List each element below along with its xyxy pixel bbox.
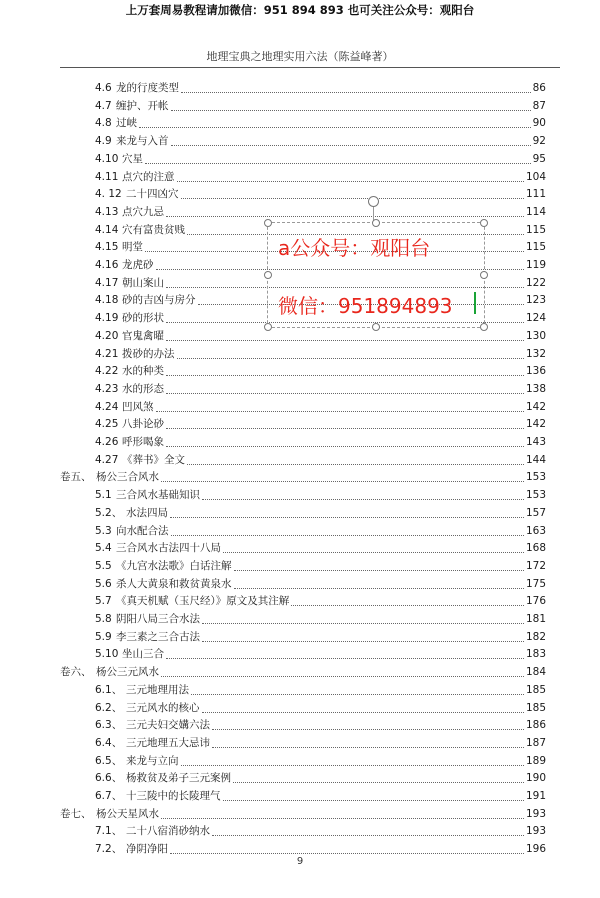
toc-entry-number: 5.10 — [95, 648, 119, 661]
toc-entry-row — [0, 823, 600, 839]
toc-page-number: 86 — [532, 82, 546, 94]
resize-handle-bottom[interactable] — [372, 323, 380, 331]
toc-entry-row — [0, 399, 600, 415]
toc-page-number: 114 — [525, 205, 546, 218]
dot-leader — [233, 782, 524, 783]
resize-handle-top-left[interactable] — [264, 219, 272, 227]
dot-leader — [212, 835, 524, 836]
dot-leader — [166, 658, 524, 659]
dot-leader — [223, 800, 524, 801]
toc-entry-row — [0, 328, 600, 344]
toc-entry-number: 6.2、 — [95, 701, 123, 714]
toc-entry-number: 7.2、 — [95, 843, 123, 856]
toc-page-number: 181 — [525, 613, 546, 625]
toc-entry-row — [0, 717, 600, 733]
toc-entry-number: 6.1、 — [95, 683, 123, 696]
toc-entry-number: 卷五、 — [60, 471, 92, 484]
toc-entry-number: 5.4 — [95, 542, 112, 555]
toc-entry-title: 十三陵中的长陵理气 — [126, 790, 221, 802]
toc-entry-number: 5.8 — [95, 613, 112, 625]
toc-entry-number: 卷六、 — [60, 666, 92, 679]
toc-entry-title: 杨公天星风水 — [96, 807, 159, 820]
toc-entry-number: 4.18 — [95, 294, 119, 307]
resize-handle-top[interactable] — [372, 219, 380, 227]
toc-entry-title: 杀人大黄泉和救贫黄泉水 — [116, 577, 232, 590]
toc-entry-title: 三元夫妇交媾六法 — [126, 719, 210, 732]
toc-entry-number: 4.7 — [95, 99, 112, 112]
toc-entry-row — [0, 115, 600, 131]
toc-entry-title: 三合风水基础知识 — [116, 489, 200, 502]
dot-leader — [234, 570, 524, 571]
toc-entry-number: 4.10 — [95, 152, 119, 165]
toc-page-number: 193 — [525, 807, 546, 820]
toc-entry-title: 水的形态 — [122, 382, 164, 395]
toc-page-number: 119 — [525, 259, 546, 271]
dot-leader — [234, 588, 524, 589]
dot-leader — [181, 92, 531, 93]
dot-leader — [171, 145, 531, 146]
toc-entry-number: 4.25 — [95, 418, 119, 431]
toc-entry-title: 杨公三元风水 — [96, 666, 159, 679]
toc-entry-number: 4.23 — [95, 382, 119, 395]
toc-entry-title: 《九宫水法歌》白话注解 — [116, 559, 232, 572]
toc-entry-row — [0, 788, 600, 804]
toc-entry-title: 龙虎砂 — [122, 259, 154, 271]
toc-entry-number: 4.13 — [95, 205, 119, 218]
toc-entry-title: 杨公三合风水 — [96, 471, 159, 484]
toc-entry-row — [0, 753, 600, 769]
toc-entry-number: 6.5、 — [95, 754, 123, 767]
toc-entry-row — [0, 133, 600, 149]
toc-page-number: 115 — [525, 241, 546, 254]
toc-entry-title: 《葬书》全文 — [122, 453, 185, 466]
watermark-wechat-id[interactable]: 微信：951894893 — [278, 294, 453, 318]
toc-entry-title: 八卦论砂 — [122, 418, 164, 431]
toc-page-number: 153 — [525, 489, 546, 502]
toc-volume-row — [0, 806, 600, 822]
dot-leader — [166, 375, 524, 376]
toc-page-number: 175 — [525, 577, 546, 590]
toc-entry-title: 缠护、开帐 — [116, 99, 169, 112]
toc-entry-number: 4.26 — [95, 436, 119, 448]
dot-leader — [166, 216, 524, 217]
toc-entry-row — [0, 682, 600, 698]
toc-entry-number: 4.15 — [95, 241, 119, 254]
toc-entry-number: 5.7 — [95, 595, 112, 608]
toc-entry-title: 砂的形状 — [122, 312, 164, 325]
toc-entry-number: 4.19 — [95, 312, 119, 325]
toc-page-number: 111 — [525, 188, 546, 201]
toc-entry-row — [0, 98, 600, 114]
dot-leader — [177, 358, 524, 359]
toc-entry-title: 朝山案山 — [122, 276, 164, 289]
toc-page-number: 122 — [525, 276, 546, 289]
dot-leader — [181, 198, 524, 199]
toc-page-number: 182 — [525, 630, 546, 643]
toc-page-number: 136 — [525, 365, 546, 378]
toc-entry-row — [0, 735, 600, 751]
dot-leader — [202, 641, 524, 642]
toc-page-number: 157 — [525, 506, 546, 519]
dot-leader — [161, 676, 524, 677]
toc-page-number: 187 — [525, 736, 546, 749]
toc-page-number: 185 — [525, 683, 546, 696]
toc-page-number: 142 — [525, 400, 546, 413]
toc-entry-title: 三元地理用法 — [126, 683, 189, 696]
toc-entry-row — [0, 629, 600, 645]
toc-page-number: 138 — [525, 382, 546, 395]
toc-entry-title: 拨砂的办法 — [122, 347, 175, 360]
toc-page-number: 90 — [532, 117, 546, 130]
dot-leader — [223, 552, 524, 553]
toc-entry-title: 明堂 — [122, 241, 143, 254]
toc-page-number: 191 — [525, 790, 546, 802]
dot-leader — [166, 393, 524, 394]
toc-entry-row — [0, 169, 600, 185]
toc-entry-row — [0, 381, 600, 397]
toc-entry-title: 龙的行度类型 — [116, 82, 179, 94]
toc-entry-number: 4.21 — [95, 347, 119, 360]
toc-entry-number: 4.17 — [95, 276, 119, 289]
dot-leader — [212, 747, 524, 748]
toc-entry-title: 《真天机赋（玉尺经）》原文及其注解 — [116, 595, 290, 608]
toc-entry-row — [0, 487, 600, 503]
text-cursor — [474, 292, 476, 314]
toc-entry-title: 李三素之三合古法 — [116, 630, 200, 643]
toc-entry-title: 穴星 — [122, 152, 143, 165]
toc-page-number: 130 — [525, 329, 546, 342]
rotate-handle[interactable] — [368, 196, 379, 207]
toc-entry-number: 7.1、 — [95, 825, 123, 838]
toc-entry-row — [0, 204, 600, 220]
toc-entry-row — [0, 416, 600, 432]
dot-leader — [212, 729, 524, 730]
toc-page-number: 104 — [525, 170, 546, 183]
toc-entry-title: 来龙与立向 — [126, 754, 179, 767]
toc-entry-title: 点穴的注意 — [122, 170, 175, 183]
dot-leader — [202, 623, 524, 624]
dot-leader — [181, 765, 524, 766]
toc-entry-number: 4.20 — [95, 329, 119, 342]
resize-handle-top-right[interactable] — [480, 219, 488, 227]
resize-handle-bottom-right[interactable] — [480, 323, 488, 331]
toc-page-number: 184 — [525, 666, 546, 679]
toc-page-number: 143 — [525, 436, 546, 448]
toc-entry-title: 阴阳八局三合水法 — [116, 613, 200, 625]
toc-entry-title: 二十四凶穴 — [126, 188, 179, 201]
toc-entry-title: 水法四局 — [126, 506, 168, 519]
toc-entry-row — [0, 576, 600, 592]
resize-handle-bottom-left[interactable] — [264, 323, 272, 331]
toc-entry-row — [0, 540, 600, 556]
dot-leader — [166, 428, 524, 429]
toc-page-number: 185 — [525, 701, 546, 714]
toc-entry-title: 三元地理五大忌讳 — [126, 736, 210, 749]
toc-page-number: 132 — [525, 347, 546, 360]
toc-entry-number: 5.5 — [95, 559, 112, 572]
toc-entry-number: 4.9 — [95, 135, 112, 148]
toc-page-number: 95 — [532, 152, 546, 165]
dot-leader — [161, 481, 524, 482]
dot-leader — [291, 605, 524, 606]
resize-handle-right[interactable] — [480, 271, 488, 279]
toc-page-number: 183 — [525, 648, 546, 661]
toc-page-number: 196 — [525, 843, 546, 856]
toc-page-number: 115 — [525, 223, 546, 236]
document-header: 地理宝典之地理实用六法（陈益峰著） — [206, 50, 394, 63]
toc-entry-title: 三元风水的核心 — [126, 701, 200, 714]
toc-entry-title: 净阴净阳 — [126, 843, 168, 856]
toc-entry-number: 5.2、 — [95, 506, 123, 519]
toc-page-number: 144 — [525, 453, 546, 466]
watermark-wechat-account[interactable]: a公众号：观阳台 — [278, 236, 431, 260]
toc-page-number: 92 — [532, 135, 546, 148]
toc-volume-row — [0, 664, 600, 680]
toc-entry-row — [0, 700, 600, 716]
toc-entry-row — [0, 505, 600, 521]
dot-leader — [177, 181, 524, 182]
toc-entry-number: 4.8 — [95, 117, 112, 130]
dot-leader — [202, 712, 524, 713]
toc-entry-title: 三合风水古法四十八局 — [116, 542, 221, 555]
toc-entry-row — [0, 770, 600, 786]
toc-entry-number: 6.4、 — [95, 736, 123, 749]
top-banner: 上万套周易教程请加微信：951 894 893 也可关注公众号：观阳台 — [125, 3, 475, 17]
toc-entry-row — [0, 346, 600, 362]
toc-entry-title: 水的种类 — [122, 365, 164, 378]
dot-leader — [166, 446, 524, 447]
toc-entry-row — [0, 363, 600, 379]
dot-leader — [171, 535, 524, 536]
toc-page-number: 163 — [525, 524, 546, 537]
dot-leader — [171, 110, 531, 111]
toc-entry-title: 官鬼禽曜 — [122, 329, 164, 342]
toc-entry-number: 4.11 — [95, 170, 119, 183]
dot-leader — [191, 694, 524, 695]
dot-leader — [170, 853, 524, 854]
toc-entry-row — [0, 80, 600, 96]
toc-entry-number: 4.27 — [95, 453, 119, 466]
toc-page-number: 123 — [525, 294, 546, 307]
toc-volume-row — [0, 469, 600, 485]
toc-entry-number: 4.14 — [95, 223, 119, 236]
toc-page-number: 189 — [525, 754, 546, 767]
toc-entry-row — [0, 841, 600, 857]
toc-entry-number: 6.3、 — [95, 719, 123, 732]
toc-entry-number: 5.3 — [95, 524, 112, 537]
toc-entry-row — [0, 558, 600, 574]
toc-entry-title: 过峡 — [116, 117, 137, 130]
toc-entry-number: 4.22 — [95, 365, 119, 378]
toc-page-number: 153 — [525, 471, 546, 484]
toc-entry-title: 二十八宿消砂纳水 — [126, 825, 210, 838]
toc-page-number: 190 — [525, 772, 546, 785]
toc-page-number: 193 — [525, 825, 546, 838]
toc-entry-row — [0, 523, 600, 539]
toc-page-number: 124 — [525, 312, 546, 325]
toc-entry-title: 杨救贫及弟子三元案例 — [126, 772, 231, 785]
toc-entry-title: 坐山三合 — [122, 648, 164, 661]
toc-entry-title: 向水配合法 — [116, 524, 169, 537]
dot-leader — [161, 818, 524, 819]
toc-page-number: 87 — [532, 99, 546, 112]
toc-entry-row — [0, 434, 600, 450]
toc-entry-title: 砂的吉凶与房分 — [122, 294, 196, 307]
dot-leader — [139, 127, 531, 128]
toc-entry-number: 4.16 — [95, 259, 119, 271]
toc-entry-number: 6.7、 — [95, 790, 123, 802]
toc-entry-title: 呼形喝象 — [122, 436, 164, 448]
toc-entry-row — [0, 151, 600, 167]
toc-entry-number: 6.6、 — [95, 772, 123, 785]
resize-handle-left[interactable] — [264, 271, 272, 279]
toc-entry-number: 4.24 — [95, 400, 119, 413]
toc-page-number: 168 — [525, 542, 546, 555]
toc-entry-title: 点穴九忌 — [122, 205, 164, 218]
toc-entry-number: 卷七、 — [60, 807, 92, 820]
toc-entry-number: 5.9 — [95, 630, 112, 643]
toc-entry-title: 来龙与入首 — [116, 135, 169, 148]
toc-entry-row — [0, 593, 600, 609]
dot-leader — [187, 464, 524, 465]
toc-entry-number: 4. 12 — [95, 188, 122, 201]
toc-page-number: 142 — [525, 418, 546, 431]
toc-page-number: 176 — [525, 595, 546, 608]
toc-page-number: 172 — [525, 559, 546, 572]
dot-leader — [156, 411, 524, 412]
toc-page-number: 186 — [525, 719, 546, 732]
toc-entry-title: 穴有富贵贫贱 — [122, 223, 185, 236]
page-number: 9 — [296, 856, 304, 867]
toc-entry-number: 4.6 — [95, 82, 112, 94]
dot-leader — [202, 499, 524, 500]
toc-entry-row — [0, 646, 600, 662]
toc-entry-number: 5.1 — [95, 489, 112, 502]
toc-entry-title: 凹风煞 — [122, 400, 154, 413]
dot-leader — [170, 517, 524, 518]
toc-entry-row — [0, 186, 600, 202]
toc-entry-row — [0, 611, 600, 627]
toc-entry-row — [0, 452, 600, 468]
dot-leader — [166, 340, 524, 341]
dot-leader — [145, 163, 531, 164]
toc-entry-number: 5.6 — [95, 577, 112, 590]
